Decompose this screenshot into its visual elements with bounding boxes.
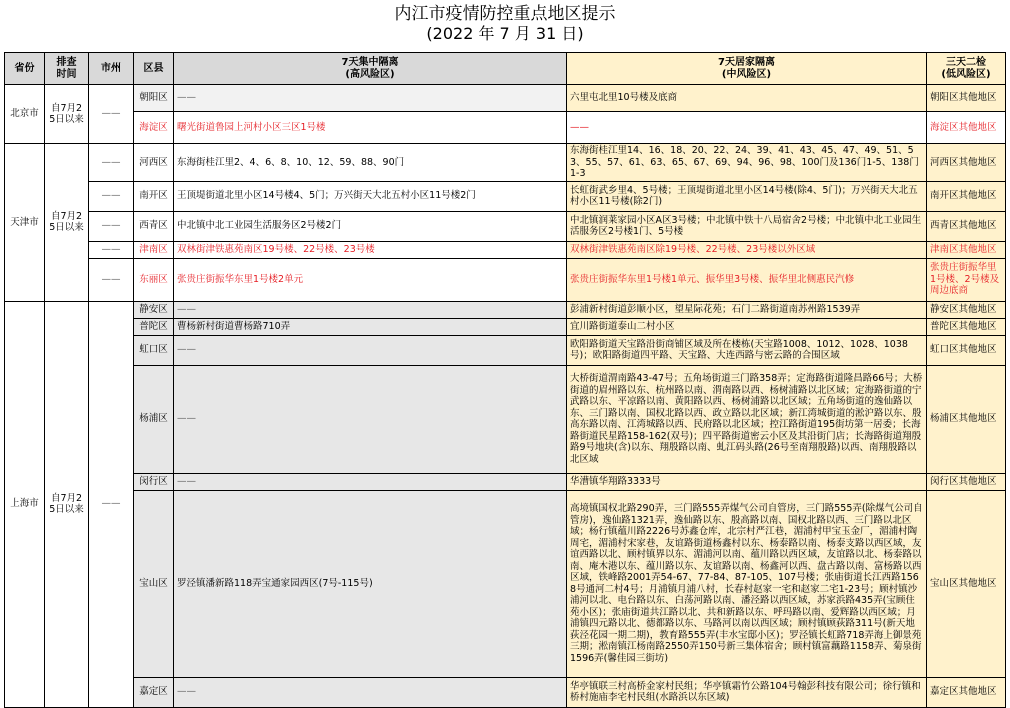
document-title: 内江市疫情防控重点地区提示 [394,4,616,24]
document-subtitle: (2022 年 7 月 31 日) [426,24,584,43]
low-risk-cell: 南开区其他地区 [927,181,1006,211]
mid-risk-cell: 大桥街道渭南路43-47号；五角场街道三门路358弄；定海路街道隆昌路66号；大桥街道的眉州路以东、杭州路以南、渭南路以西、杨树浦路以北区域；定海路街道的宁武路以东、平凉路以南、黄阳路以西、杨树浦路以北区域；五角场街道的逸仙路以东、三门路以南、国权北路以西、政立路以北区域；新江湾城街道的淞沪路以东、殷高东路以南、江湾城路以西、民府路以北区域；控江路街道195街坊第一居委；长海路街道民星路158-162(双号)；四平路街道密云小区及其沿街门店；长海路街道翔殷路9号地块(含)以东、翔殷路以南、虬江码头路(26号至南翔殷路)以西、南翔殷路以北区域 [567,365,927,473]
check-time-shanghai: 自7月25日以来 [45,301,89,707]
low-risk-cell: 张贵庄街振华里1号楼、2号楼及周边底商 [927,258,1006,301]
check-time-tianjin: 自7月25日以来 [45,144,89,302]
low-risk-cell: 宝山区其他地区 [927,490,1006,677]
low-risk-cell: 静安区其他地区 [927,301,1006,318]
high-risk-cell: —— [174,85,567,112]
table-row [5,318,1006,335]
header-province: 省份 [5,53,45,85]
high-risk-cell: 罗泾镇潘新路118弄宝通家园西区(7号-115号) [174,490,567,677]
city-cell: —— [89,258,134,301]
low-risk-cell: 闵行区其他地区 [927,473,1006,490]
high-risk-cell: 双林街津铁惠苑南区19号楼、22号楼、23号楼 [174,241,567,258]
table-row [5,365,1006,473]
district-cell: 河西区 [134,144,174,182]
high-risk-cell: 曙光街道鲁园上河村小区三区1号楼 [174,112,567,144]
table-row [5,490,1006,677]
mid-risk-cell: 华漕镇华翔路3333号 [567,473,927,490]
high-risk-cell: —— [174,677,567,707]
district-cell: 东丽区 [134,258,174,301]
table-row [5,301,1006,318]
table-row [5,211,1006,241]
district-cell: 南开区 [134,181,174,211]
header-check-time: 排查 时间 [45,53,89,85]
city-cell: —— [89,181,134,211]
mid-risk-cell: 华亭镇联三村高桥金家村民组；华亭镇霜竹公路104号翰彭科技有限公司；徐行镇和桥村施庙李宅村民组(水路浜以东区域) [567,677,927,707]
city-cell: —— [89,144,134,182]
high-risk-cell: —— [174,365,567,473]
table-row [5,473,1006,490]
table-header-row [5,53,1006,85]
table-row [5,181,1006,211]
mid-risk-cell: 六里屯北里10号楼及底商 [567,85,927,112]
city-beijing: —— [89,85,134,144]
district-cell: 朝阳区 [134,85,174,112]
high-risk-cell: —— [174,335,567,365]
high-risk-cell: 王顶堤街道北里小区14号楼4、5门；万兴街天大北五村小区11号楼2门 [174,181,567,211]
low-risk-cell: 嘉定区其他地区 [927,677,1006,707]
high-risk-cell: 张贵庄街振华东里1号楼2单元 [174,258,567,301]
mid-risk-cell: 张贵庄街振华东里1号楼1单元、振华里3号楼、振华里北侧惠民汽修 [567,258,927,301]
mid-risk-cell: 东海街桂江里14、16、18、20、22、24、39、41、43、45、47、49、51、53、55、57、61、63、65、67、69、94、96、98、100门及136门1-5、138门1-3 [567,144,927,182]
district-cell: 杨浦区 [134,365,174,473]
low-risk-cell: 西青区其他地区 [927,211,1006,241]
header-high-risk: 7天集中隔离 (高风险区) [174,53,567,85]
mid-risk-cell: 中北镇润莱家园小区A区3号楼；中北镇中铁十八局宿舍2号楼；中北镇中北工业园生活服务区2号楼1门、5号楼 [567,211,927,241]
district-cell: 静安区 [134,301,174,318]
district-cell: 闵行区 [134,473,174,490]
high-risk-cell: 东海街桂江里2、4、6、8、10、12、59、88、90门 [174,144,567,182]
mid-risk-cell: 欧阳路街道天宝路沿街商铺区域及所在楼栋(天宝路1008、1012、1028、1038号)；欧阳路街道四平路、天宝路、大连西路与密云路的合围区域 [567,335,927,365]
city-cell: —— [89,211,134,241]
high-risk-cell: —— [174,301,567,318]
table-row [5,144,1006,182]
district-cell: 宝山区 [134,490,174,677]
city-cell: —— [89,241,134,258]
province-shanghai: 上海市 [5,301,45,707]
header-mid-risk: 7天居家隔离 (中风险区) [567,53,927,85]
district-cell: 嘉定区 [134,677,174,707]
low-risk-cell: 杨浦区其他地区 [927,365,1006,473]
district-cell: 海淀区 [134,112,174,144]
risk-area-table [4,52,1006,708]
header-city: 市州 [89,53,134,85]
district-cell: 津南区 [134,241,174,258]
mid-risk-cell: 彭浦新村街道彭顺小区，望星际花苑；石门二路街道南苏州路1539弄 [567,301,927,318]
header-district: 区县 [134,53,174,85]
province-tianjin: 天津市 [5,144,45,302]
mid-risk-cell: 双林街津铁惠苑南区除19号楼、22号楼、23号楼以外区域 [567,241,927,258]
table-row [5,85,1006,112]
province-beijing: 北京市 [5,85,45,144]
low-risk-cell: 海淀区其他地区 [927,112,1006,144]
mid-risk-cell: —— [567,112,927,144]
table-row [5,112,1006,144]
table-row [5,241,1006,258]
district-cell: 虹口区 [134,335,174,365]
high-risk-cell: —— [174,473,567,490]
high-risk-cell: 中北镇中北工业园生活服务区2号楼2门 [174,211,567,241]
district-cell: 普陀区 [134,318,174,335]
header-low-risk: 三天二检 (低风险区) [927,53,1006,85]
mid-risk-cell: 长虹街武乡里4、5号楼；王顶堤街道北里小区14号楼(除4、5门)；万兴街天大北五村小区11号楼(除2门) [567,181,927,211]
table-row [5,258,1006,301]
mid-risk-cell: 宜川路街道泰山二村小区 [567,318,927,335]
district-cell: 西青区 [134,211,174,241]
mid-risk-cell: 高境镇国权北路290弄，三门路555弄煤气公司自管房，三门路555弄(除煤气公司自管房)，逸仙路1321弄，逸仙路以东、殷高路以南、国权北路以西、三门路以北区域；杨行镇蕴川路2226号苏鑫仓库，北宗村严江巷，湄浦村甲宝玉金厂，湄浦村陶周宅，湄浦村宋家巷，友谊路街道杨鑫村以东、杨泰路以南、杨泰支路以西区域，友谊西路以北、顾村镇界以东、湄浦河以南、蕴川路以西区域，友谊路以北、杨泰路以南、庵木港以东、蕴川路以东、友谊路以南、杨鑫河以西、盘古路以南、富杨路以西区域，铁峰路2001弄54-67、77-84、87-105、107号楼；张庙街道长江西路1568号通河二村4号；月浦镇月浦八村，长春村赵家一宅和赵家二宅1-23号；顾村镇沙浦河以北、电台路以东、白荡河路以南、潘泾路以西区域，苏家浜路435弄(宝顾住苑小区)；张庙街道共江路以北、共和新路以东、呼玛路以南、爱辉路以西区域；月浦镇四元路以北、德都路以东、马路河以南以西区域；顾村镇顾荻路311号(新天地荻泾花园一期二期)，教育路555弄(丰水宝邸小区)；罗泾镇长虹路718弄海上御景苑三期；淞南镇江杨南路2550弄150号新三集体宿舍；顾村镇富藕路1158弄、菊泉街1596弄(馨佳园三街坊) [567,490,927,677]
low-risk-cell: 朝阳区其他地区 [927,85,1006,112]
low-risk-cell: 普陀区其他地区 [927,318,1006,335]
check-time-beijing: 自7月25日以来 [45,85,89,144]
city-shanghai: —— [89,301,134,707]
low-risk-cell: 虹口区其他地区 [927,335,1006,365]
high-risk-cell: 曹杨新村街道曹杨路710弄 [174,318,567,335]
table-row [5,677,1006,707]
low-risk-cell: 河西区其他地区 [927,144,1006,182]
table-row [5,335,1006,365]
low-risk-cell: 津南区其他地区 [927,241,1006,258]
